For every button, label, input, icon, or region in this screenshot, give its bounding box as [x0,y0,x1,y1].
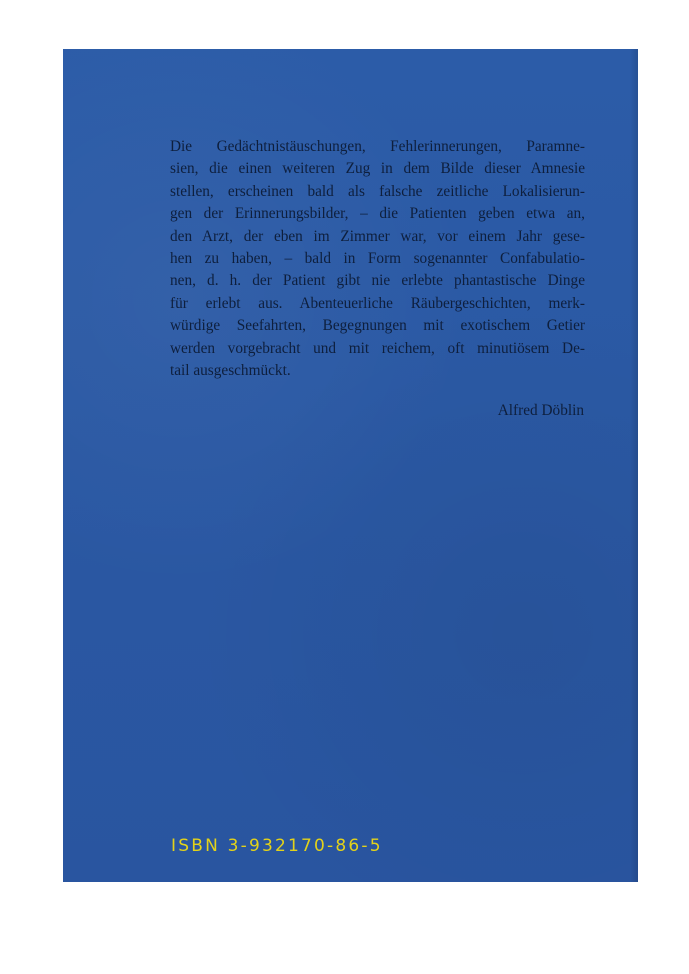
quote-line: stellen, erscheinen bald als falsche zeitliche Lokalisierun- [170,182,585,200]
quote-line: gen der Erinnerungsbilder, – die Patienten geben etwa an, [170,205,585,223]
quote-line: würdige Seefahrten, Begegnungen mit exotischem Getier [170,317,585,335]
quote-line: werden vorgebracht und mit reichem, oft minutiösem De- [170,339,585,357]
quote-line: hen zu haben, – bald in Form sogenannter Confabulatio- [170,250,585,268]
quote-line: für erlebt aus. Abenteuerliche Räubergeschichten, merk- [170,294,585,312]
quote-author: Alfred Döblin [497,402,584,419]
quote-text [170,136,585,382]
quote-line: sien, die einen weiteren Zug in dem Bilde dieser Amnesie [170,160,585,178]
quote-line: Die Gedächtnistäuschungen, Fehlerinnerungen, Paramne- [170,138,585,155]
isbn-number: ISBN 3-932170-86-5 [171,836,383,856]
cover-edge-shadow [630,49,638,882]
quote-line: tail ausgeschmückt. [170,362,291,380]
quote-line: nen, d. h. der Patient gibt nie erlebte phantastische Dinge [170,272,585,290]
quote-line: den Arzt, der eben im Zimmer war, vor einem Jahr gese- [170,227,585,245]
book-back-cover [63,49,638,882]
